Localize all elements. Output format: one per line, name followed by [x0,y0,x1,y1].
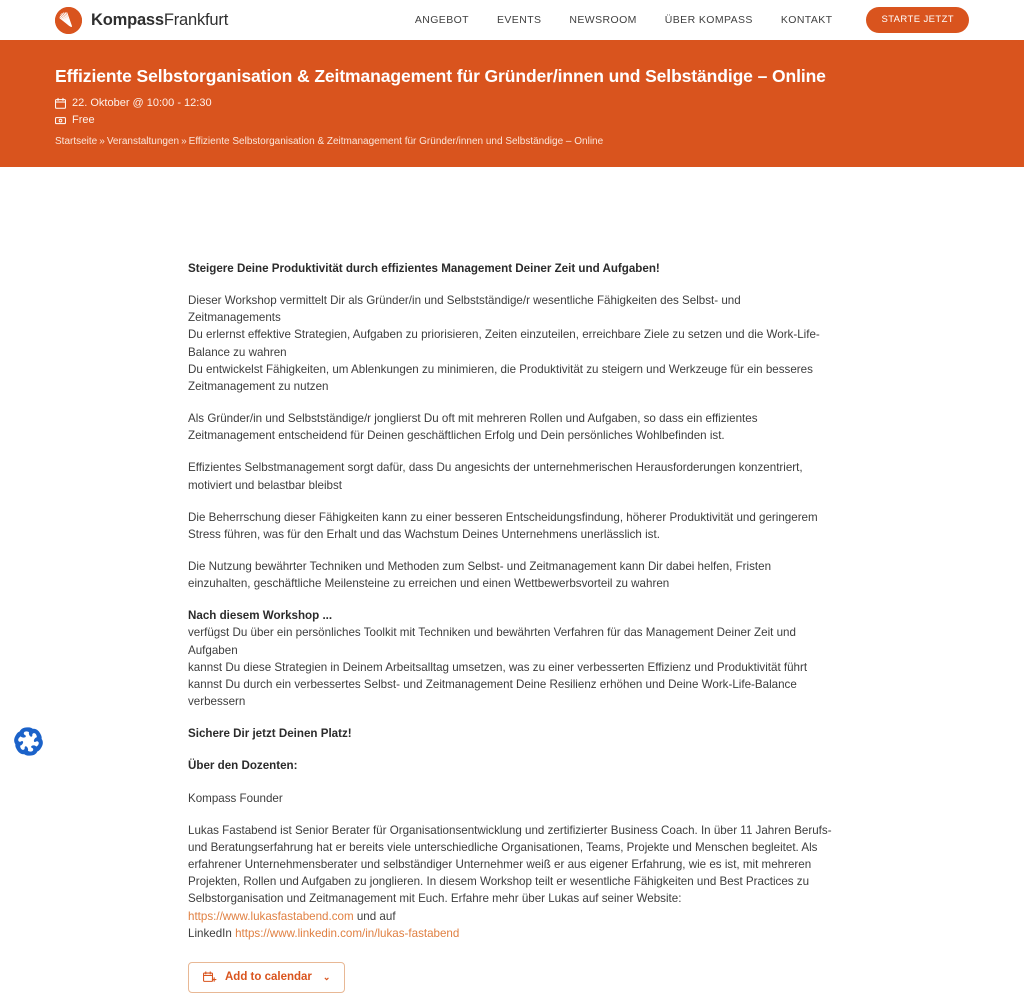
bio-connector: und auf [356,909,396,923]
instructor-heading: Über den Dozenten: [188,759,298,773]
ticket-icon [55,115,66,126]
calendar-icon [55,98,66,109]
event-date-row [55,95,969,112]
calendar-plus-icon [203,971,216,984]
event-content [0,167,1024,993]
instructor-role: Kompass Founder [188,791,283,805]
brand-name [91,11,228,30]
compass-circle-icon [55,7,82,34]
paragraph-mastery: Die Beherrschung dieser Fähigkeiten kann zu einer besseren Entscheidungsfindung, höherer Produktivität und geringerem Stress führen, was für den Erhalt und das Wachstum Deines Unternehmens unerlässlich ist. [188,510,818,541]
breadcrumb-separator-2: » [181,135,187,147]
linkedin-label: LinkedIn [188,926,232,940]
cookie-consent-icon [12,725,45,758]
lead-heading: Steigere Deine Produktivität durch effizientes Management Deiner Zeit und Aufgaben! [188,261,660,275]
site-header [0,0,1024,40]
nav-item-events[interactable]: EVENTS [497,14,542,26]
breadcrumb-current: Effiziente Selbstorganisation & Zeitmanagement für Gründer/innen und Selbständige – Online [188,135,604,147]
nav-item-angebot[interactable]: ANGEBOT [414,14,469,26]
intro-line-2: Du erlernst effektive Strategien, Aufgaben zu priorisieren, Zeiten einzuteilen, erreichbare Ziele zu setzen und die Work-Life-Balance zu wahren [188,328,820,359]
event-price-row [55,112,969,129]
instructor-heading-wrap [188,757,836,774]
event-hero-banner [0,40,1024,167]
after-line-2: kannst Du diese Strategien in Deinem Arbeitsalltag umsetzen, was zu einer verbesserten Effizienz und Produktivität führt [188,660,808,674]
after-line-1: verfügst Du über ein persönliches Toolkit mit Techniken und bewährten Verfahren für das Management Deiner Zeit und Aufgaben [188,626,796,657]
after-workshop-block [188,607,836,710]
after-line-3: kannst Du durch ein verbessertes Selbst- und Zeitmanagement Deine Resilienz erhöhen und Deine Work-Life-Balance verbessern [188,677,797,709]
chevron-down-icon: ⌄ [322,971,331,982]
main-navigation [415,14,833,26]
after-workshop-heading: Nach diesem Workshop ... [188,609,333,623]
intro-line-3: Du entwickelst Fähigkeiten, um Ablenkungen zu minimieren, die Produktivität zu steigern und Werkzeuge für ein besseres Zeitmanagement zu nutzen [188,362,813,393]
add-to-calendar-label: Add to calendar [225,971,312,984]
calendar-action-area [188,962,1024,993]
intro-paragraph [188,292,836,395]
breadcrumb-separator-1: » [99,135,105,147]
brand-name-light: Frankfurt [163,10,229,29]
breadcrumb-home[interactable]: Startseite [55,135,98,147]
starte-jetzt-button[interactable]: STARTE JETZT [866,7,969,33]
event-price-text: Free [72,113,95,126]
paragraph-methods: Die Nutzung bewährter Techniken und Methoden zum Selbst- und Zeitmanagement kann Dir dabei helfen, Fristen einzuhalten, geschäftliche Meilensteine zu erreichen und einen Wettbewerbsvorteil zu wahren [188,560,772,591]
event-description [188,260,836,942]
nav-item-ueber-kompass[interactable]: ÜBER KOMPASS [664,14,753,26]
paragraph-roles: Als Gründer/in und Selbstständige/r jonglierst Du oft mit mehreren Rollen und Aufgaben, so dass ein effizientes Zeitmanagement entscheidend für Deinen geschäftlichen Erfolg und Dein persönliches Wohlbefinden ist. [188,412,758,443]
paragraph-focus: Effizientes Selbstmanagement sorgt dafür, dass Du angesichts der unternehmerischen Herausforderungen konzentriert, motiviert und belastbar bleibst [188,461,803,492]
brand-logo[interactable] [55,7,228,34]
breadcrumb [55,134,969,149]
cookie-consent-widget[interactable] [12,725,45,758]
secure-spot-heading-wrap [188,725,836,742]
nav-item-kontakt[interactable]: KONTAKT [780,14,833,26]
intro-line-1: Dieser Workshop vermittelt Dir als Gründer/in und Selbstständige/r wesentliche Fähigkeiten des Selbst- und Zeitmanagements [188,294,741,325]
website-link[interactable]: https://www.lukasfastabend.com [188,909,354,923]
add-to-calendar-button[interactable] [188,962,345,993]
nav-item-newsroom[interactable]: NEWSROOM [569,14,637,26]
instructor-bio-text: Lukas Fastabend ist Senior Berater für Organisationsentwicklung und zertifizierter Business Coach. In über 11 Jahren Berufs- und Beratungserfahrung hat er bereits viele unterschiedliche Organisationen, Teams, Projekte und Menschen begleitet. Als erfahrener Unternehmensberater und selbständiger Unternehmer weiß er aus eigener Erfahrung, wie es ist, mit mehreren Projekten, Rollen und Aufgaben zu jonglieren. In diesem Workshop teilt er wesentliche Fähigkeiten und Best Practices zu Selbstorganisation und Zeitmanagement mit Euch. Erfahre mehr über Lukas auf seiner Website: [188,823,832,906]
instructor-bio [188,822,836,942]
page-title: Effiziente Selbstorganisation & Zeitmanagement für Gründer/innen und Selbständige – Online [55,66,826,86]
linkedin-link[interactable]: https://www.linkedin.com/in/lukas-fastabend [235,926,460,940]
brand-name-bold: Kompass [91,10,164,29]
event-date-text: 22. Oktober @ 10:00 - 12:30 [72,96,212,109]
secure-spot-heading: Sichere Dir jetzt Deinen Platz! [188,727,352,741]
breadcrumb-veranstaltungen[interactable]: Veranstaltungen [106,135,180,147]
